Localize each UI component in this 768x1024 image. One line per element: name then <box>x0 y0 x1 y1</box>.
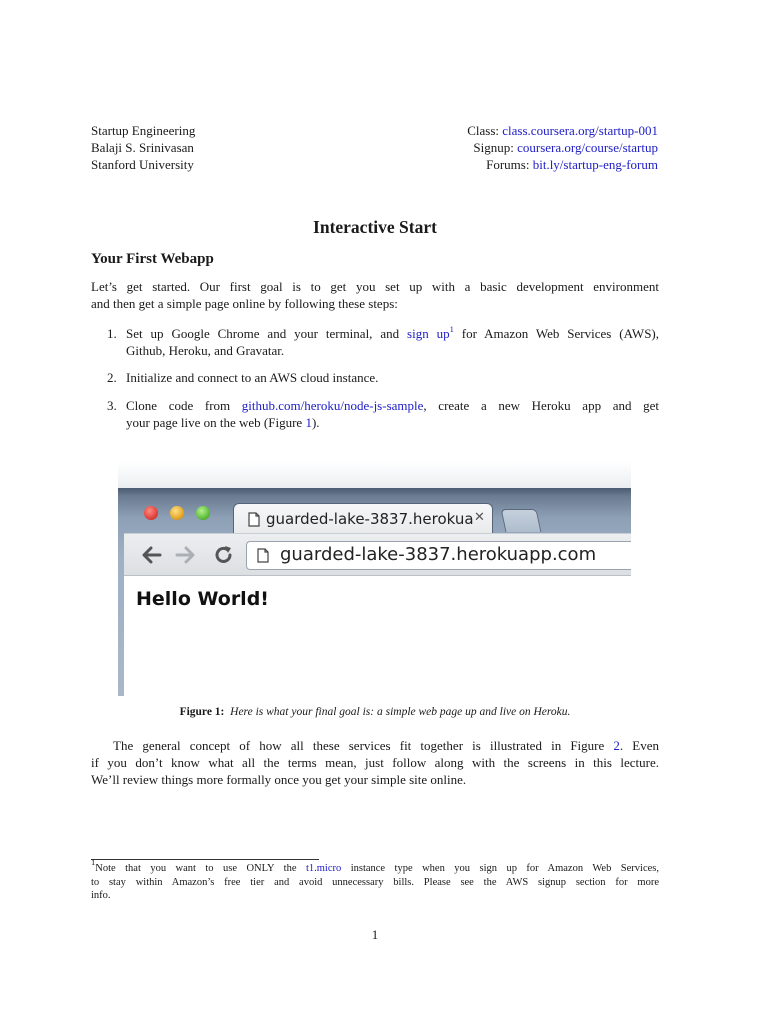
page-icon <box>248 512 260 527</box>
page-number: 1 <box>371 927 379 942</box>
minimize-window-icon[interactable] <box>170 506 184 520</box>
footnote-ref[interactable]: 1 <box>449 324 454 334</box>
figure-1-ref[interactable]: 1 <box>305 415 312 430</box>
class-line: Class: class.coursera.org/startup-001 <box>467 123 658 138</box>
browser-tab[interactable] <box>233 503 493 534</box>
figure-label: Figure 1: <box>179 706 225 718</box>
maximize-window-icon[interactable] <box>196 506 210 520</box>
body-paragraph: The general concept of how all these services fit together is illustrated in Figure 2. Even if you don’t know what all the terms mean, just follow along with the screens in this lecture. We’ll review things more formally once you get your simple site online. <box>91 738 660 787</box>
header-left <box>91 122 195 173</box>
new-tab-button[interactable] <box>501 509 542 532</box>
reload-icon[interactable] <box>213 544 235 566</box>
steps-list <box>91 325 659 359</box>
class-link[interactable]: class.coursera.org/startup-001 <box>502 123 658 138</box>
university-name: Stanford University <box>91 157 194 172</box>
github-link[interactable]: github.com/heroku/node-js-sample <box>241 398 424 413</box>
figure-2-ref[interactable]: 2 <box>613 738 620 753</box>
header-right <box>467 122 658 173</box>
list-item: 2. <box>107 370 117 385</box>
address-url: guarded-lake-3837.herokuapp.com <box>280 544 597 565</box>
forums-line: Forums: bit.ly/startup-eng-forum <box>486 157 658 172</box>
sign-up-link[interactable]: sign up <box>407 326 450 341</box>
footnote-mark: 1 <box>91 857 96 867</box>
tab-close-icon[interactable]: ✕ <box>474 510 485 525</box>
author-name: Balaji S. Srinivasan <box>91 140 194 155</box>
forward-arrow-icon[interactable] <box>175 546 197 564</box>
hello-world-text: Hello World! <box>136 588 269 610</box>
document-title: Interactive Start <box>313 217 437 237</box>
browser-page-content <box>124 575 631 696</box>
step-3-text: Clone code from github.com/heroku/node-js-sample, create a new Heroku app and get your page live on the web (Figure 1). <box>126 398 659 430</box>
step-2-text: Initialize and connect to an AWS cloud instance. <box>126 370 379 385</box>
address-bar[interactable] <box>246 541 631 570</box>
signup-line: Signup: coursera.org/course/startup <box>473 140 658 155</box>
forums-link[interactable]: bit.ly/startup-eng-forum <box>532 157 658 172</box>
list-item: 1. Set up Google Chrome and your terminal, and sign $up^1$ for Amazon Web Services (AWS), Github, Heroku, and Gravatar. <box>107 324 659 358</box>
page-icon <box>257 548 269 563</box>
close-window-icon[interactable] <box>144 506 158 520</box>
figure-caption-text: Here is what your final goal is: a simple web page up and live on Heroku. <box>230 706 571 718</box>
footnote-rule <box>91 859 319 860</box>
signup-link[interactable]: coursera.org/course/startup <box>517 140 658 155</box>
figure-caption <box>0 706 750 718</box>
intro-paragraph: Let’s get started. Our first goal is to get you set up with a basic development environment and then get a simple page online by following these steps: <box>91 279 659 311</box>
browser-screenshot <box>118 462 631 696</box>
course-name: Startup Engineering <box>91 123 196 138</box>
t1-micro-link[interactable]: t1.micro <box>305 863 342 874</box>
back-arrow-icon[interactable] <box>140 546 162 564</box>
list-item: 3. <box>107 398 117 413</box>
section-heading: Your First Webapp <box>91 251 214 267</box>
footnote: $^1$Note that you want to use ONLY the t1.micro instance type when you sign up for Amazon Web Services, to stay within Amazon’s free tier and avoid unnecessary bills. Please see the AWS signup section for more info. <box>91 857 659 901</box>
tab-title: guarded-lake-3837.herokua <box>266 510 474 528</box>
